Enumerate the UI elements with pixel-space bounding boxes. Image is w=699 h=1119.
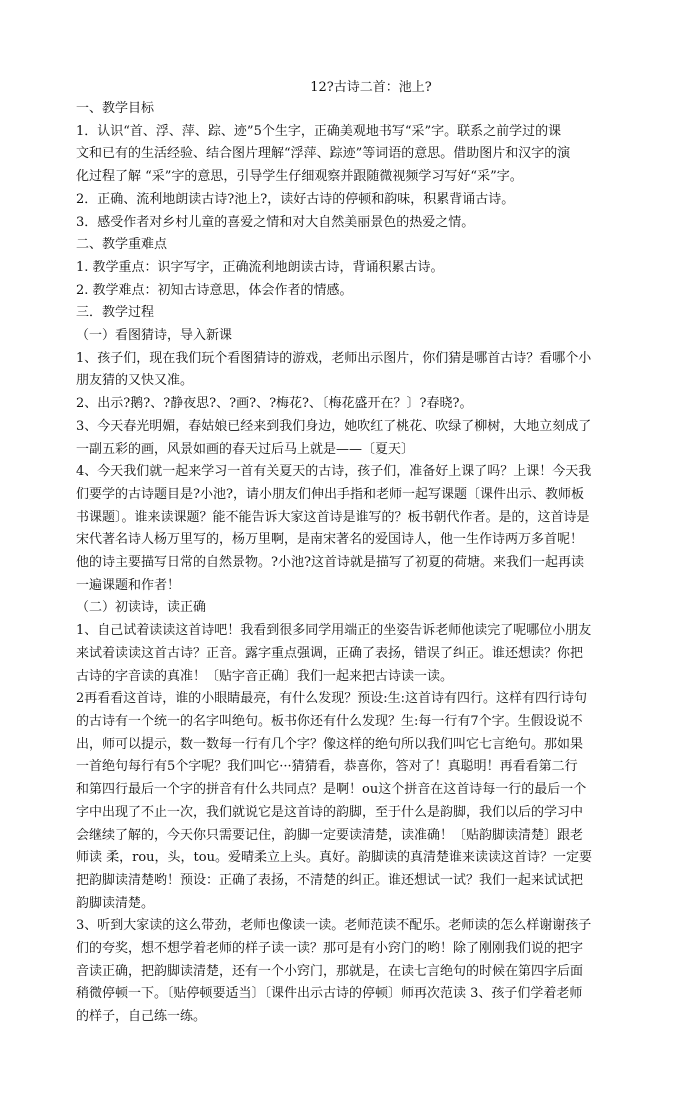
text-line: 韵脚读清楚。 [76, 895, 155, 911]
text-line: 古诗的字音读的真准！〔贴字音正确〕我们一起来把古诗读一读。 [76, 668, 454, 684]
document-body [76, 98, 626, 1029]
text-line: 把韵脚读清楚哟！预设：正确了表扬，不清楚的纠正。谁还想试一试？我们一起来试试把 [76, 872, 584, 888]
text-line: 们要学的古诗题目是?小池?，请小朋友们伸出手指和老师一起写课题〔课件出示、教师板 [76, 486, 584, 502]
text-line: 出，师可以提示，数一数每一行有几个字？像这样的绝句所以我们叫它七言绝句。那如果 [76, 736, 584, 752]
text-line: 二、教学重难点 [76, 237, 168, 253]
document-page [76, 78, 626, 1029]
text-line: 书课题〕。谁来读课题？能不能告诉大家这首诗是谁写的？板书朝代作者。是的，这首诗是 [76, 509, 590, 525]
text-line: 一遍课题和作者！ [76, 577, 181, 593]
text-line: 3、听到大家读的这么带劲，老师也像读一读。老师范读不配乐。老师读的怎么样谢谢孩子 [76, 918, 592, 934]
text-line: （一）看图猜诗，导入新课 [76, 328, 233, 344]
text-line: 会继续了解的，今天你只需要记住，韵脚一定要读清楚，读准确！〔贴韵脚读清楚〕跟老 [76, 827, 584, 843]
text-line: 的样子，自己练一练。 [76, 1009, 207, 1025]
text-line: 4、今天我们就一起来学习一首有关夏天的古诗，孩子们，准备好上课了吗？上课！今天我 [76, 464, 592, 480]
text-line: 们的夸奖，想不想学着老师的样子读一读？那可是有小窍门的哟！除了刚刚我们说的把字 [76, 941, 584, 957]
text-line: 和第四行最后一个字的拼音有什么共同点？是啊！ou这个拼音在这首诗每一行的最后一个 [76, 782, 587, 798]
text-line: 一、教学目标 [76, 101, 155, 116]
text-line: （二）初读诗，读正确 [76, 600, 207, 616]
text-line: 2、出示?鹅?、?静夜思?、?画?、?梅花?、〔梅花盛开在？〕?春晓?。 [76, 396, 473, 412]
text-line: 师读 柔，rou，头，tou。爱晴柔立上头。真好。韵脚读的真清楚谁来读读这首诗？一定要 [76, 850, 592, 866]
text-line: 的古诗有一个统一的名字叫绝句。板书你还有什么发现？生:每一行有7个字。生假设说不 [76, 713, 583, 729]
text-line: 朋友猜的又快又准。 [76, 373, 194, 389]
text-line: 1．认识“首、浮、萍、踪、迹”5个生字，正确美观地书写“采”字。联系之前学过的课 [76, 123, 562, 139]
text-line: 1. 教学重点：识字写字，正确流利地朗读古诗，背诵积累古诗。 [76, 259, 444, 275]
text-line: 3．感受作者对乡村儿童的喜爱之情和对大自然美丽景色的热爱之情。 [76, 214, 475, 230]
text-line: 化过程了解 “采”字的意思，引导学生仔细观察并跟随微视频学习写好“采”字。 [76, 169, 523, 185]
text-line: 来试着读读这首古诗？正音。露字重点强调，正确了表扬，错误了纠正。谁还想读？你把 [76, 645, 584, 661]
text-line: 文和已有的生活经验、结合图片理解“浮萍、踪迹”等词语的意思。借助图片和汉字的演 [76, 146, 571, 162]
document-title: 12?古诗二首：池上? [310, 80, 432, 95]
text-line: 他的诗主要描写日常的自然景物。?小池?这首诗就是描写了初夏的荷塘。来我们一起再读 [76, 555, 584, 571]
text-line: 3、今天春光明媚，春姑娘已经来到我们身边，她吹红了桃花、吹绿了柳树，大地立刻成了 [76, 418, 592, 434]
text-line: 宋代著名诗人杨万里写的，杨万里啊，是南宋著名的爱国诗人，他一生作诗两万多首呢！ [76, 532, 584, 548]
text-line: 2．正确、流利地朗读古诗?池上?，读好古诗的停顿和韵味，积累背诵古诗。 [76, 191, 515, 207]
text-line: 字中出现了不止一次，我们就说它是这首诗的韵脚，至于什么是韵脚，我们以后的学习中 [76, 804, 584, 820]
text-line: 一副五彩的画，风景如画的春天过后马上就是——〔夏天〕 [76, 441, 415, 457]
text-line: 一首绝句每行有5个字呢？我们叫它···猜猜看，恭喜你，答对了！真聪明！再看看第二行 [76, 759, 578, 775]
text-line: 三．教学过程 [76, 305, 155, 321]
text-line: 2. 教学难点：初知古诗意思，体会作者的情感。 [76, 282, 353, 298]
text-line: 1、自己试着读读这首诗吧！我看到很多同学用端正的坐姿告诉老师他读完了呢哪位小朋友 [76, 623, 592, 639]
text-line: 稍微停顿一下。〔贴停顿要适当〕〔课件出示古诗的停顿〕师再次范读 3、孩子们学着老师 [76, 986, 583, 1002]
text-line: 1、孩子们，现在我们玩个看图猜诗的游戏，老师出示图片，你们猜是哪首古诗？看哪个小 [76, 350, 592, 366]
text-line: 2再看看这首诗，谁的小眼睛最亮，有什么发现？预设:生:这首诗有四行。这样有四行诗句 [76, 691, 588, 707]
text-line: 音读正确，把韵脚读清楚，还有一个小窍门，那就是，在读七言绝句的时候在第四字后面 [76, 963, 584, 979]
